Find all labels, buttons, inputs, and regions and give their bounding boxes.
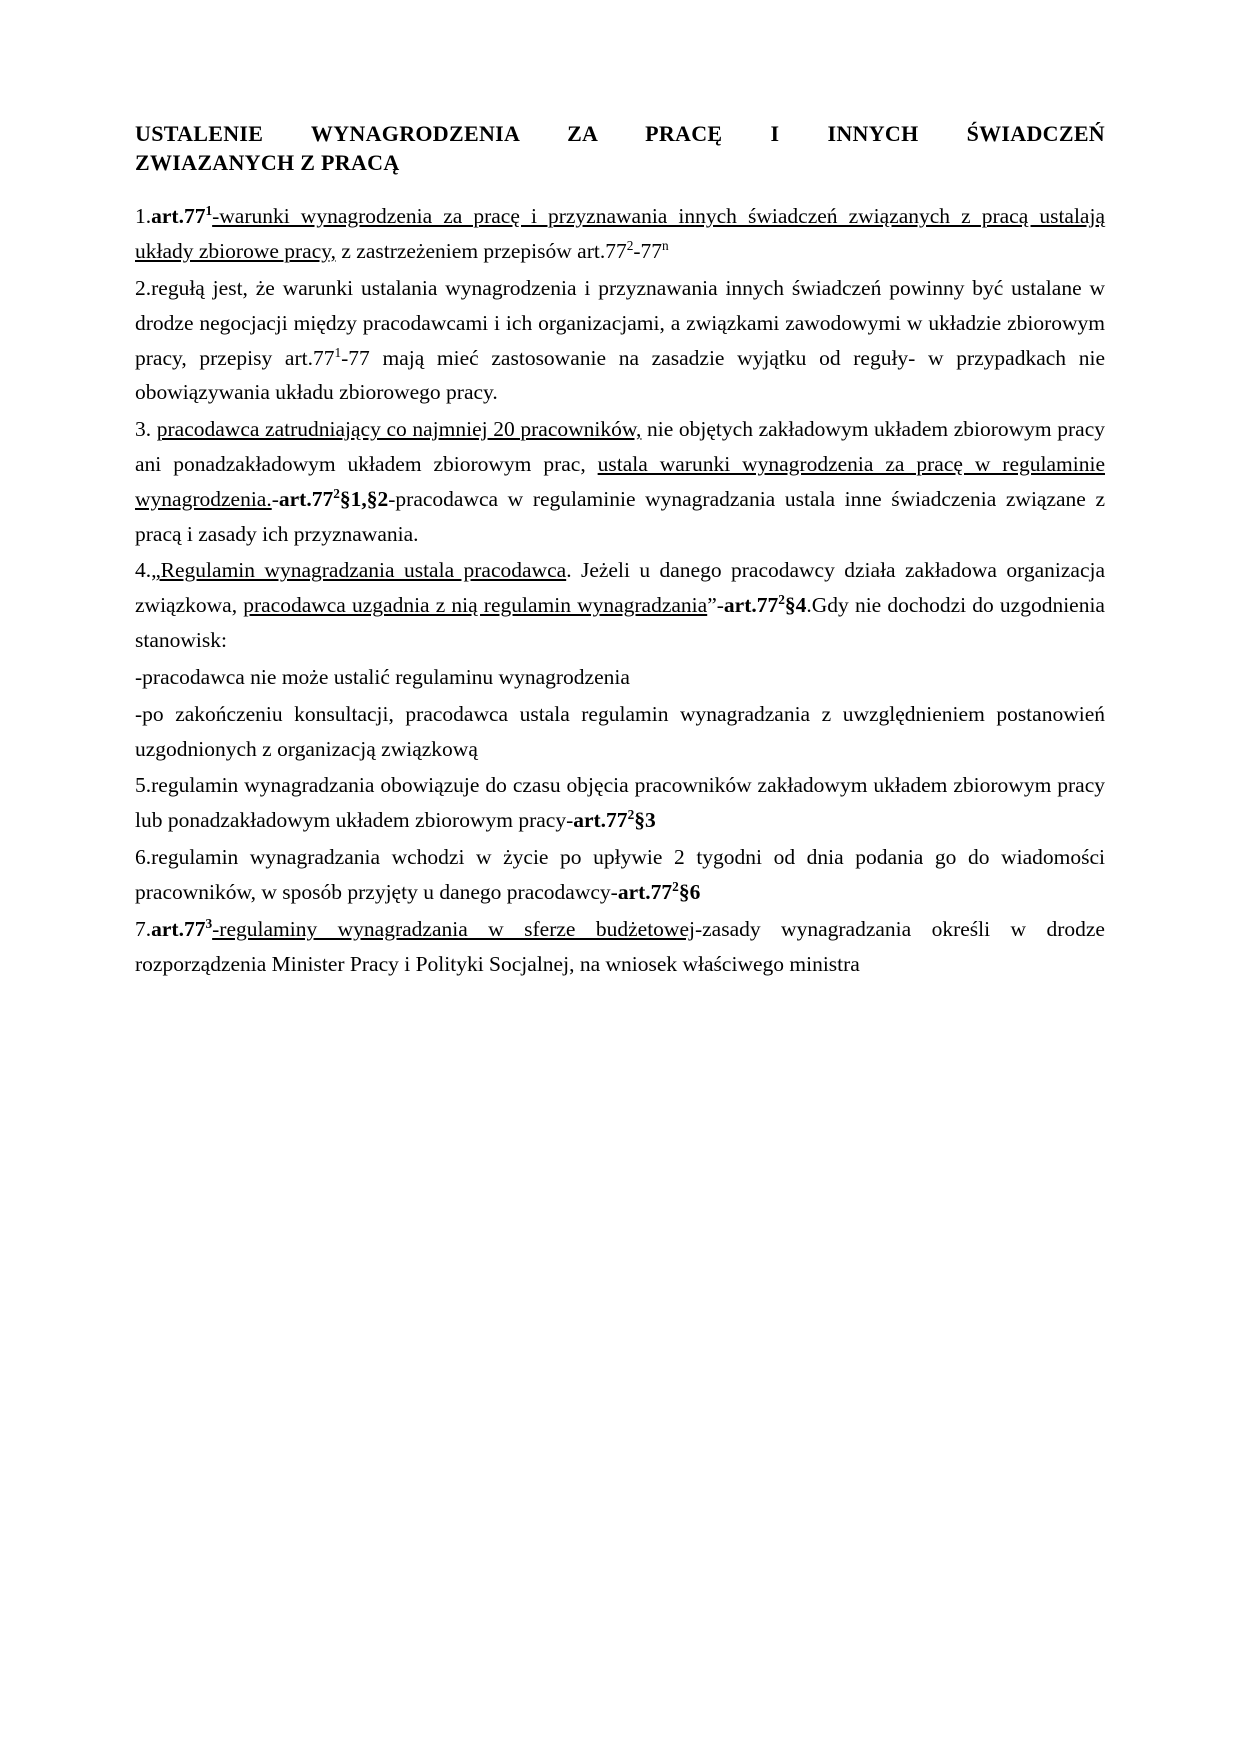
paragraph-text: -zasady wynagradzania określi w drodze rozporządzenia Minister Pracy i Polityki Socjalnej, na wniosek właściwego ministra (135, 916, 1105, 976)
paragraph-text: -regulaminy wynagradzania w sferze budżetowej (212, 916, 695, 941)
paragraph (135, 660, 1105, 695)
paragraph (135, 912, 1105, 982)
paragraph-text: -77 (633, 239, 663, 264)
paragraph-number: 5. (135, 773, 152, 798)
paragraph-text: 2 (333, 485, 340, 501)
page-title-line2: ZWIAZANYCH Z PRACĄ (135, 149, 400, 175)
paragraph-number: 1. (135, 204, 152, 229)
paragraph-number: 4. (135, 558, 152, 583)
paragraph-text: -po zakończeniu konsultacji, pracodawca ustala regulamin wynagradzania z uwzględnieniem postanowień uzgodnionych z organizacją związkową (135, 701, 1105, 761)
paragraph-text: 2 (778, 592, 785, 608)
paragraph-text: art.77 (723, 593, 779, 618)
paragraph-text: regulamin wynagradzania wchodzi w życie po upływie 2 tygodni od dnia podania go do wiadomości pracowników, w sposób przyjęty u danego pracodawcy- (135, 845, 1105, 904)
page-title (135, 120, 1105, 177)
paragraph (135, 412, 1105, 551)
paragraph-text: -pracodawca nie może ustalić regulaminu wynagrodzenia (135, 664, 630, 689)
page-title-line1: USTALENIE WYNAGRODZENIA ZA PRACĘ I INNYCH ŚWIADCZEŃ (135, 121, 1105, 146)
paragraph-text: art.77 (278, 486, 334, 511)
paragraph-text: regułą jest, że warunki ustalania wynagrodzenia i przyznawania innych świadczeń powinny być ustalane w drodze negocjacji między pracodawcami i ich organizacjami, a związkami zawodowymi w układzie zbiorowym pracy, przepisy art.77 (135, 275, 1105, 370)
paragraph-text: 2 (627, 807, 635, 823)
paragraph-text: . Jeżeli u danego pracodawcy działa zakładowa organizacja związkowa, (135, 558, 1106, 618)
paragraph-text: z zastrzeżeniem przepisów art.77 (336, 239, 627, 264)
paragraph-text: art.77 (573, 808, 628, 833)
paragraph-text: §1,§2 (339, 486, 389, 511)
paragraph-text: -warunki wynagrodzenia za pracę i przyznawania innych świadczeń związanych z pracą ustalają układy zbiorowe pracy, (135, 204, 1105, 264)
paragraph-number: 3. (135, 417, 152, 442)
paragraph-text: pracodawca zatrudniający co najmniej 20 pracowników, (156, 417, 642, 442)
paragraph-text: regulamin wynagradzania obowiązuje do czasu objęcia pracowników zakładowym układem zbiorowym pracy lub ponadzakładowym układem zbiorowym pracy- (135, 773, 1105, 833)
paragraph (135, 199, 1105, 269)
paragraph-text: -pracodawca w regulaminie wynagradzania ustala inne świadczenia związane z pracą i zasady ich przyznawania. (135, 486, 1105, 546)
paragraph-text: 1 (334, 344, 342, 360)
paragraph (135, 840, 1105, 910)
paragraph-text: -77 mają mieć zastosowanie na zasadzie wyjątku od reguły- w przypadkach nie obowiązywania układu zbiorowego pracy. (135, 345, 1105, 405)
paragraph-text: nie objętych zakładowym układem zbiorowym pracy ani ponadzakładowym układem zbiorowym prac, (135, 417, 1106, 476)
paragraph-text: art.77 (151, 204, 206, 229)
document-body (135, 199, 1105, 981)
paragraph (135, 697, 1105, 767)
paragraph (135, 768, 1105, 838)
paragraph-text: 3 (205, 915, 213, 931)
paragraph-text: art.77 (617, 879, 673, 904)
paragraph-text: .Gdy nie dochodzi do uzgodnienia stanowisk: (135, 593, 1105, 653)
paragraph-text: - (271, 486, 279, 511)
paragraph-text: ”- (707, 593, 724, 618)
paragraph-text: §4 (784, 593, 807, 618)
paragraph (135, 271, 1105, 410)
paragraph-text: „Regulamin wynagradzania ustala pracodawca (151, 558, 567, 583)
paragraph-text: ustala warunki wynagrodzenia za pracę w regulaminie wynagrodzenia. (135, 451, 1105, 511)
paragraph-number: 2. (135, 275, 152, 300)
paragraph-text: art.77 (151, 916, 206, 941)
paragraph (135, 553, 1105, 657)
paragraph-text: 2 (626, 237, 634, 253)
paragraph-text: §3 (634, 808, 656, 833)
paragraph-text: §6 (678, 879, 701, 904)
paragraph-number: 7. (135, 916, 152, 941)
paragraph-number: 6. (135, 845, 152, 870)
paragraph-text: 1 (205, 203, 213, 219)
paragraph-text: n (662, 237, 669, 253)
paragraph-text: pracodawca uzgadnia z nią regulamin wynagradzania (243, 593, 708, 618)
paragraph-text: 2 (672, 878, 679, 894)
